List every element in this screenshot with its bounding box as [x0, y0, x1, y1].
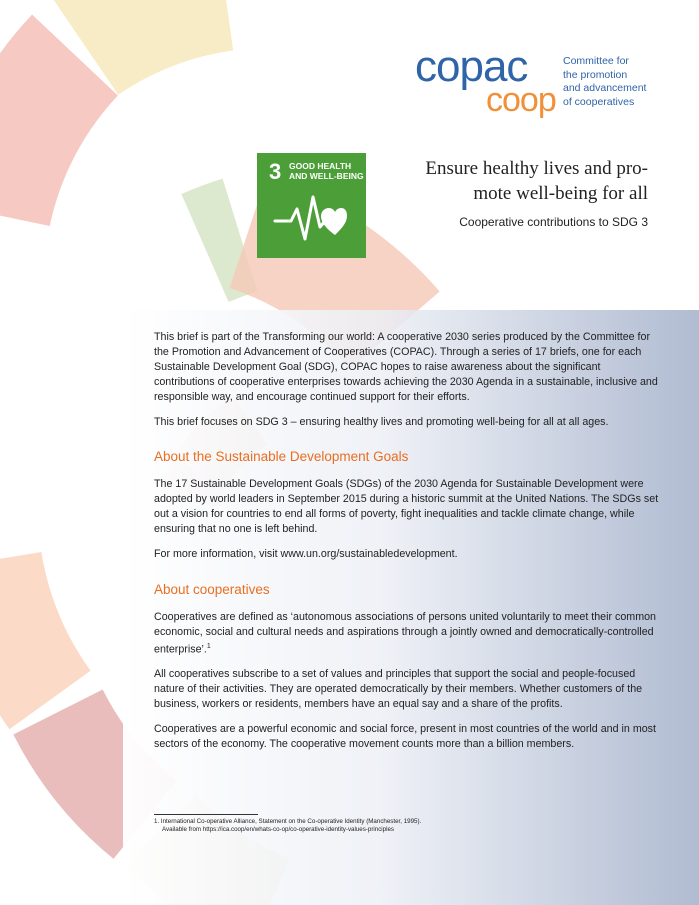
sdg-title: [289, 161, 364, 181]
logo-tagline-line: and advancement: [563, 82, 647, 94]
copac-logo: [415, 42, 665, 125]
logo-tagline: [563, 55, 673, 109]
coop-section-heading: About cooperatives: [154, 581, 270, 597]
logo-copac-wordmark: copac: [415, 42, 528, 91]
coop-force-paragraph: Cooperatives are a powerful economic and social force, present in most countries of the world and in most sectors of the economy. The cooperative movement counts more than a billion members.: [154, 722, 656, 750]
coop-values-paragraph: All cooperatives subscribe to a set of values and principles that support the social and people-focused nature of their activities. They are operated democratically by their members. Whether customers of the business, workers or residents, members have an equal say and a share of the profits.: [154, 668, 643, 710]
footnote-marker: 1: [206, 642, 211, 650]
sdg-more-info: For more information, visit www.un.org/sustainabledevelopment.: [154, 547, 458, 560]
coop-definition-paragraph: [154, 610, 660, 657]
heartbeat-icon: [273, 187, 351, 247]
focus-paragraph: This brief focuses on SDG 3 – ensuring healthy lives and promoting well-being for all at all ages.: [154, 415, 609, 428]
page-title: [390, 156, 648, 206]
wheel-segment-peach: [0, 560, 50, 700]
sdg-number: 3: [269, 159, 282, 184]
sdg-paragraph: The 17 Sustainable Development Goals (SDGs) of the 2030 Agenda for Sustainable Development were adopted by world leaders in September 2015 during a historic summit at the United Nations. The SDGs set out a vision for countries to end all forms of poverty, fight inequalities and tackle climate change, while ensuring that no one is left behind.: [154, 478, 659, 536]
page-title-line: mote well-being for all: [473, 183, 648, 204]
sdg3-tile: [257, 153, 366, 258]
sdg-section-heading: About the Sustainable Development Goals: [154, 449, 409, 465]
sdg-title-line: GOOD HEALTH: [289, 161, 352, 171]
wheel-segment-green: [205, 235, 240, 248]
footnote: [154, 818, 674, 834]
wheel-segment-red: [0, 55, 75, 214]
logo-tagline-line: Committee for: [563, 55, 629, 67]
logo-tagline-line: the promotion: [563, 68, 628, 81]
sdg-title-line: AND WELL-BEING: [289, 171, 364, 181]
brief-content: [154, 330, 660, 762]
footnote-divider: [154, 814, 258, 815]
logo-coop-wordmark: coop: [486, 81, 556, 119]
footnote-line: 1. International Co-operative Alliance, Statement on the Co-operative Identity (Manchester, 1995).: [154, 818, 422, 825]
page-title-line: Ensure healthy lives and pro-: [425, 158, 648, 179]
footnote-line: Available from https://ica.coop/en/whats-co-op/co-operative-identity-values-principles: [162, 826, 395, 833]
intro-paragraph: This brief is part of the Transforming our world: A cooperative 2030 series produced by the Committee for the Promotion and Advancement of Cooperatives (COPAC). Through a series of 17 briefs, one for each Sustainable Development Goal (SDG), COPAC hopes to raise awareness about the significant contributions of cooperative enterprises towards achieving the 2030 Agenda in a sustainable, inclusive and responsible way, and encourage continued support for their efforts.: [154, 331, 658, 403]
wheel-segment-yellow: [85, 0, 225, 46]
logo-tagline-line: of cooperatives: [563, 95, 635, 108]
coop-definition-text: Cooperatives are defined as ‘autonomous associations of persons united voluntarily to meet their common economic, social and cultural needs and aspirations through a jointly owned and democratically-controlled enterprise’.: [154, 610, 656, 656]
page-subtitle: Cooperative contributions to SDG 3: [459, 215, 648, 229]
